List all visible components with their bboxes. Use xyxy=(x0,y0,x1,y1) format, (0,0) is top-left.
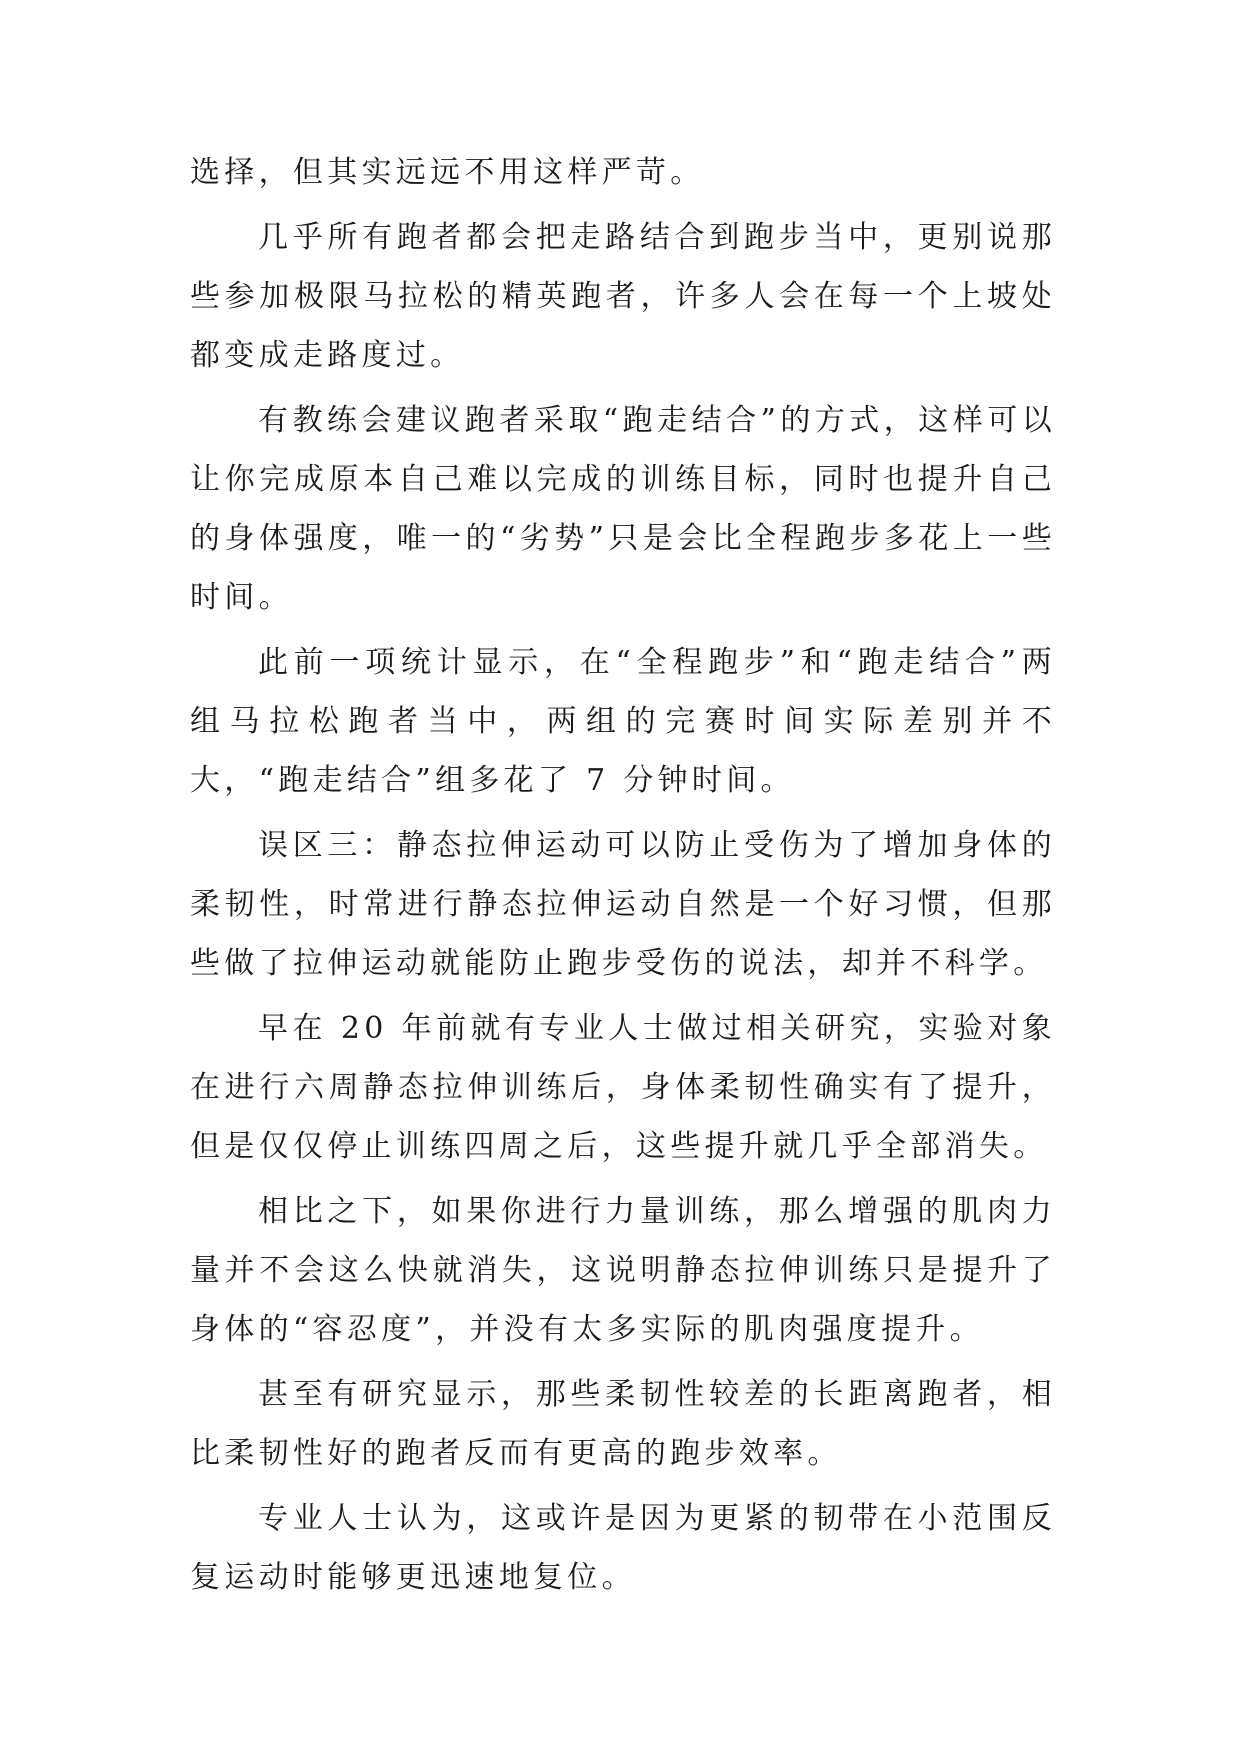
paragraph-1: 选择，但其实远远不用这样严苛。 xyxy=(190,155,705,190)
paragraph-4: 此前一项统计显示，在“全程跑步”和“跑走结合”两组马拉松跑者当中，两组的完赛时间实际差别并不大，“跑走结合”组多花了 7 分钟时间。 xyxy=(190,645,1056,798)
paragraph-9: 专业人士认为，这或许是因为更紧的韧带在小范围反复运动时能够更迅速地复位。 xyxy=(190,1501,1056,1595)
paragraph-5: 误区三：静态拉伸运动可以防止受伤为了增加身体的柔韧性，时常进行静态拉伸运动自然是一个好习惯，但那些做了拉伸运动就能防止跑步受伤的说法，却并不科学。 xyxy=(190,828,1056,981)
paragraph-2: 几乎所有跑者都会把走路结合到跑步当中，更别说那些参加极限马拉松的精英跑者，许多人会在每一个上坡处都变成走路度过。 xyxy=(190,220,1056,373)
paragraph-6: 早在 20 年前就有专业人士做过相关研究，实验对象在进行六周静态拉伸训练后，身体柔韧性确实有了提升，但是仅仅停止训练四周之后，这些提升就几乎全部消失。 xyxy=(190,1011,1056,1164)
paragraph-3: 有教练会建议跑者采取“跑走结合”的方式，这样可以让你完成原本自己难以完成的训练目标，同时也提升自己的身体强度，唯一的“劣势”只是会比全程跑步多花上一些时间。 xyxy=(190,403,1056,615)
document-body xyxy=(190,143,1056,1613)
paragraph-8: 甚至有研究显示，那些柔韧性较差的长距离跑者，相比柔韧性好的跑者反而有更高的跑步效率。 xyxy=(190,1377,1056,1471)
paragraph-7: 相比之下，如果你进行力量训练，那么增强的肌肉力量并不会这么快就消失，这说明静态拉伸训练只是提升了身体的“容忍度”，并没有太多实际的肌肉强度提升。 xyxy=(190,1194,1056,1347)
